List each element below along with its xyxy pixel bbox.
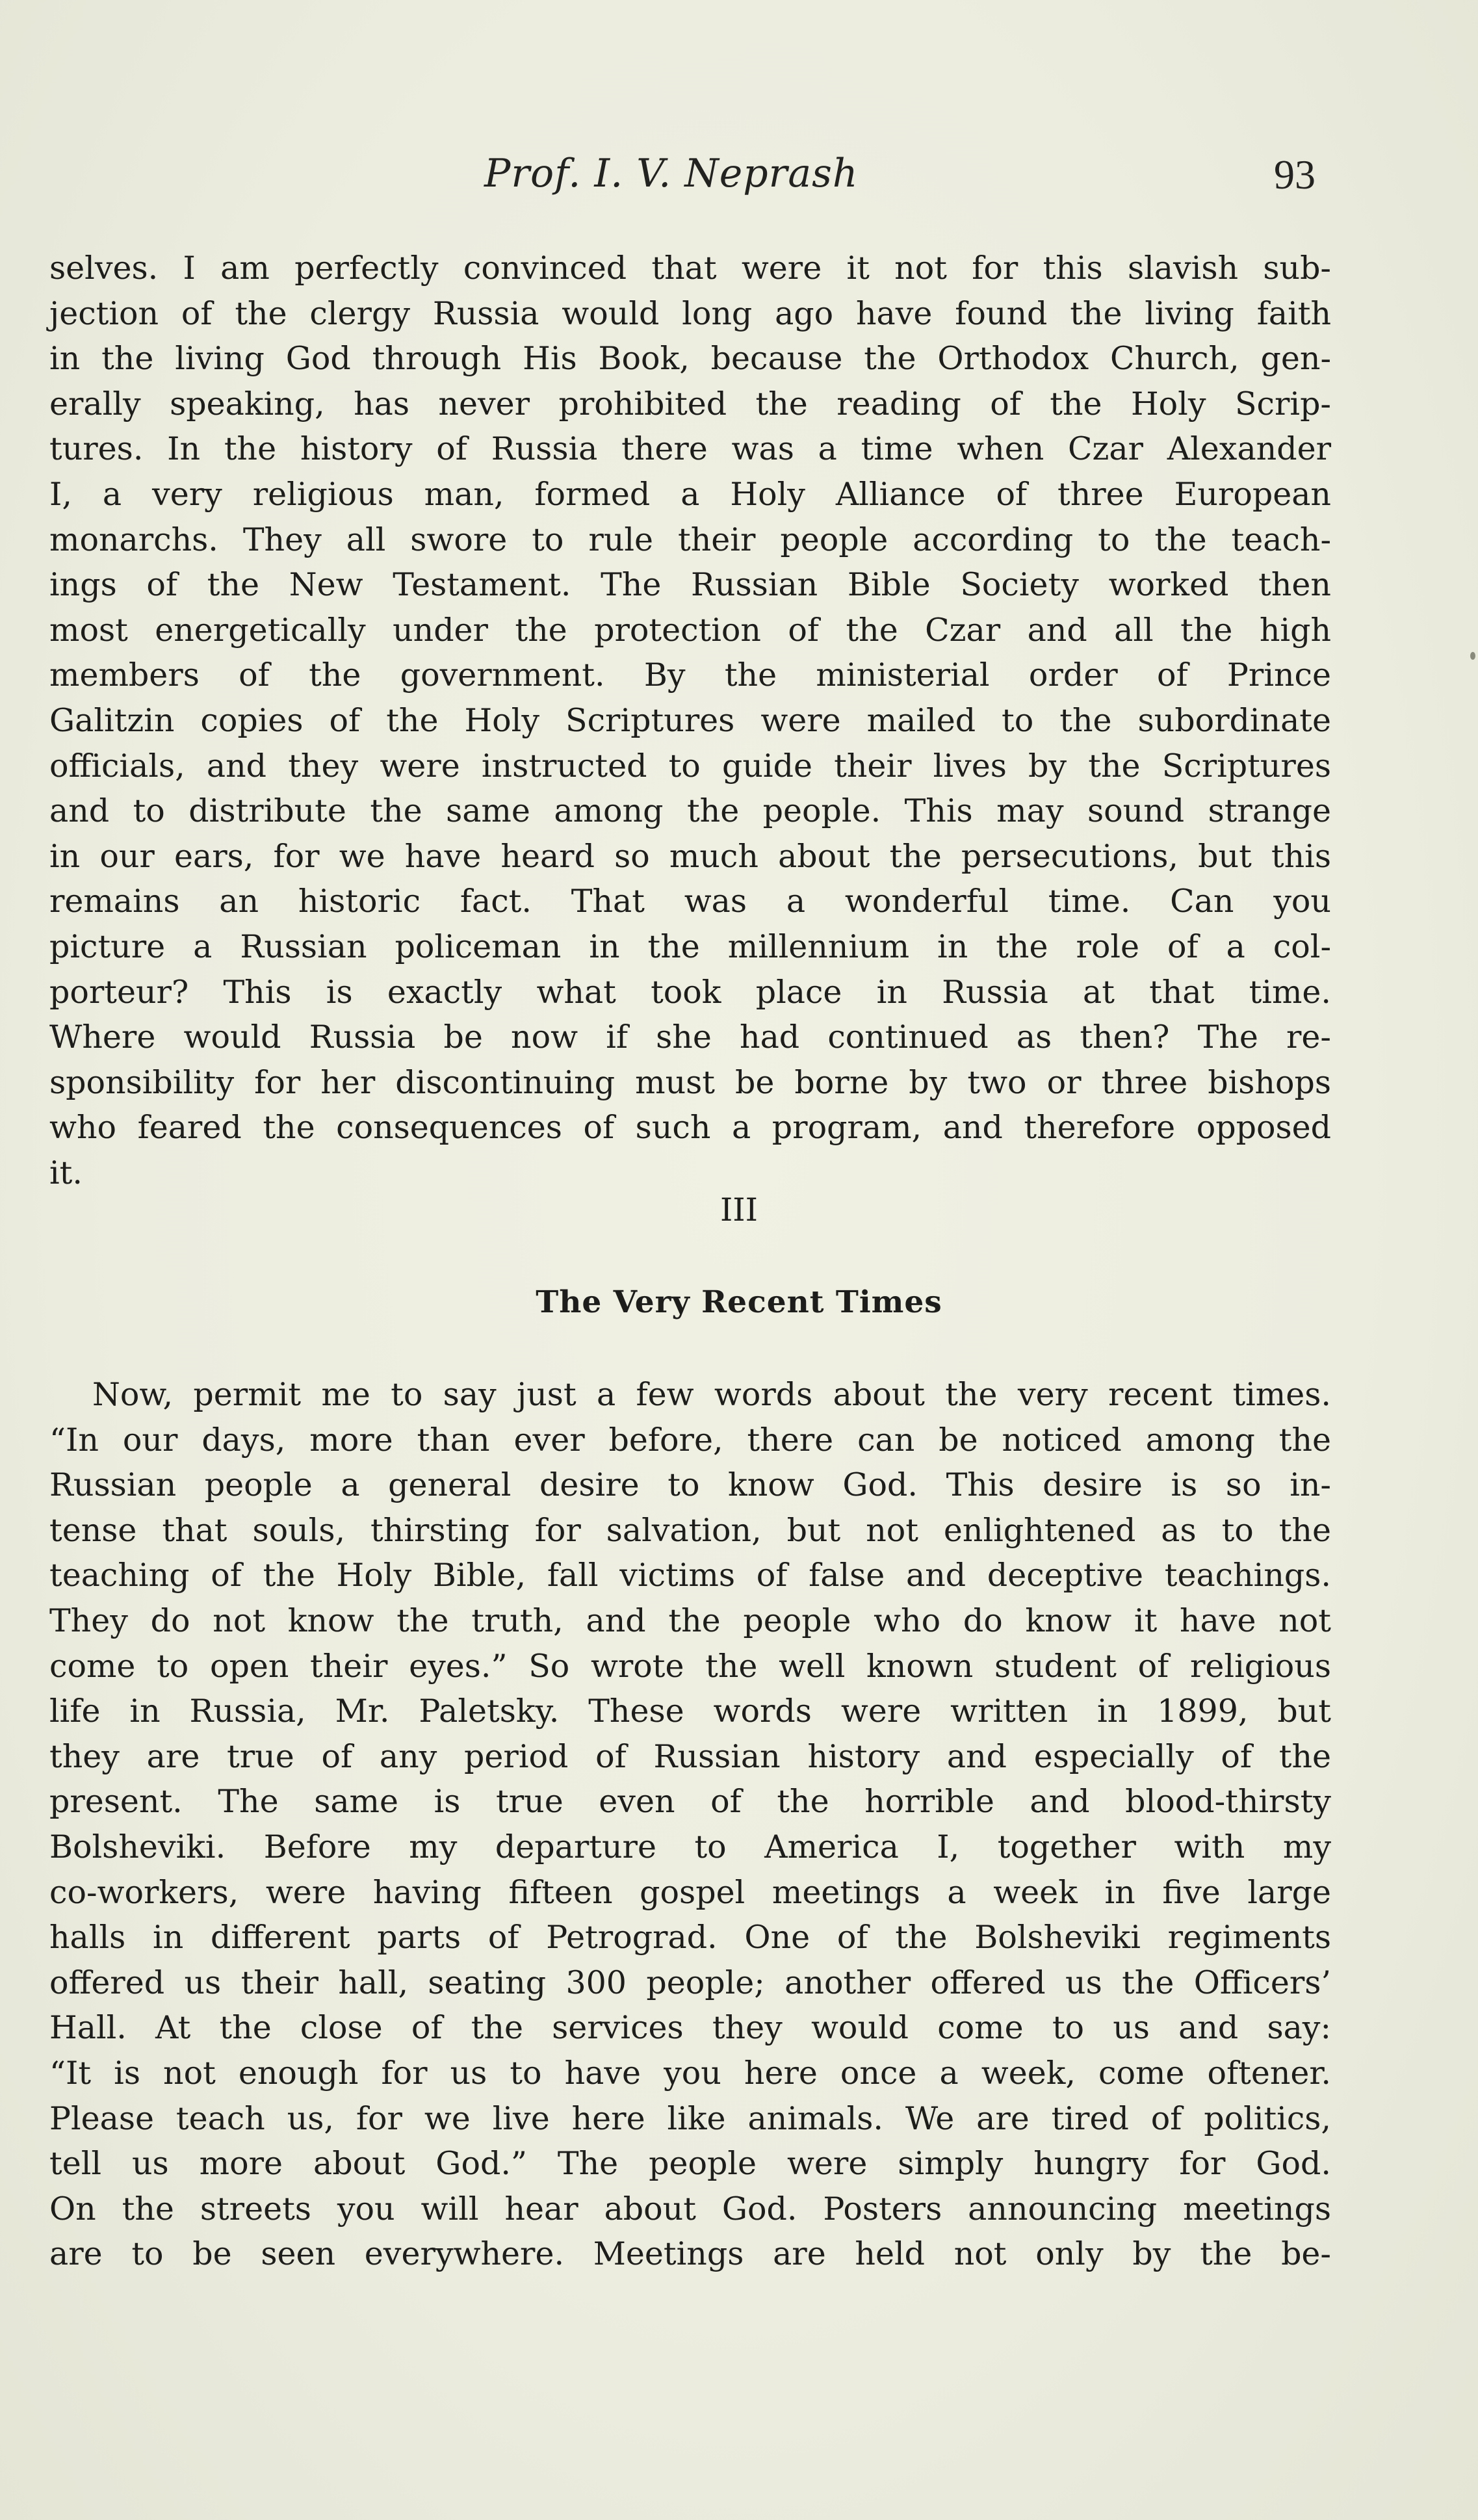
- text-line: “In our days, more than ever before, there can be noticed among the: [49, 1421, 1331, 1459]
- text-line: picture a Russian policeman in the millennium in the role of a col-: [49, 928, 1331, 965]
- text-line: On the streets you will hear about God. Posters announcing meetings: [49, 2190, 1331, 2228]
- text-line: most energetically under the protection of the Czar and all the high: [49, 611, 1331, 649]
- text-line: members of the government. By the ministerial order of Prince: [49, 656, 1331, 694]
- text-line: tense that souls, thirsting for salvation, but not enlightened as to the: [49, 1511, 1331, 1549]
- text-line: tell us more about God.” The people were simply hungry for God.: [49, 2145, 1331, 2183]
- text-line: it.: [49, 1154, 83, 1191]
- text-line: who feared the consequences of such a program, and therefore opposed: [49, 1109, 1331, 1147]
- text-line: in our ears, for we have heard so much about the persecutions, but this: [49, 837, 1331, 875]
- text-line: offered us their hall, seating 300 people; another offered us the Officers’: [49, 1964, 1331, 2001]
- text-line: ings of the New Testament. The Russian Bible Society worked then: [49, 566, 1331, 604]
- text-line: Hall. At the close of the services they would come to us and say:: [49, 2009, 1331, 2047]
- text-line: jection of the clergy Russia would long ago have found the living faith: [49, 294, 1331, 332]
- text-line: are to be seen everywhere. Meetings are held not only by the be-: [49, 2235, 1331, 2273]
- text-line: come to open their eyes.” So wrote the well known student of religious: [49, 1647, 1331, 1685]
- section-title: The Very Recent Times: [536, 1284, 942, 1320]
- text-line: selves. I am perfectly convinced that were it not for this slavish sub-: [49, 250, 1331, 287]
- text-line: erally speaking, has never prohibited the reading of the Holy Scrip-: [49, 385, 1331, 422]
- text-line: tures. In the history of Russia there was a time when Czar Alexander: [49, 430, 1331, 468]
- page-header: [0, 151, 1478, 209]
- text-line: Please teach us, for we live here like animals. We are tired of politics,: [49, 2099, 1331, 2137]
- paper-speck: [1470, 652, 1475, 660]
- text-line: they are true of any period of Russian history and especially of the: [49, 1737, 1331, 1775]
- text-line: remains an historic fact. That was a wonderful time. Can you: [49, 883, 1331, 920]
- text-line: halls in different parts of Petrograd. One of the Bolsheviki regiments: [49, 1919, 1331, 1956]
- text-line: and to distribute the same among the people. This may sound strange: [49, 792, 1331, 830]
- text-line: Bolsheviki. Before my departure to America I, together with my: [49, 1828, 1331, 1865]
- text-line: They do not know the truth, and the people who do know it have not: [49, 1602, 1331, 1639]
- text-line: Now, permit me to say just a few words about the very recent times.: [92, 1376, 1331, 1413]
- paragraph-2: [49, 1372, 1331, 2277]
- text-line: in the living God through His Book, because the Orthodox Church, gen-: [49, 340, 1331, 378]
- text-line: porteur? This is exactly what took place in Russia at that time.: [49, 973, 1331, 1011]
- section-numeral: III: [720, 1191, 758, 1228]
- running-title: Prof. I. V. Neprash: [484, 151, 859, 196]
- text-line: Russian people a general desire to know God. This desire is so in-: [49, 1466, 1331, 1504]
- text-line: co-workers, were having fifteen gospel meetings a week in five large: [49, 1873, 1331, 1911]
- text-line: monarchs. They all swore to rule their people according to the teach-: [49, 521, 1331, 558]
- text-line: officials, and they were instructed to guide their lives by the Scriptures: [49, 747, 1331, 785]
- text-line: sponsibility for her discontinuing must be borne by two or three bishops: [49, 1063, 1331, 1101]
- page-number: 93: [1274, 151, 1316, 198]
- text-line: I, a very religious man, formed a Holy Alliance of three European: [49, 475, 1331, 513]
- paragraph-1: [49, 246, 1331, 1195]
- text-line: teaching of the Holy Bible, fall victims of false and deceptive teachings.: [49, 1557, 1331, 1594]
- text-line: life in Russia, Mr. Paletsky. These words were written in 1899, but: [49, 1693, 1331, 1730]
- text-line: present. The same is true even of the horrible and blood-thirsty: [49, 1783, 1331, 1821]
- text-line: Where would Russia be now if she had continued as then? The re-: [49, 1019, 1331, 1056]
- text-line: Galitzin copies of the Holy Scriptures were mailed to the subordinate: [49, 701, 1331, 739]
- text-line: “It is not enough for us to have you here once a week, come oftener.: [49, 2054, 1331, 2092]
